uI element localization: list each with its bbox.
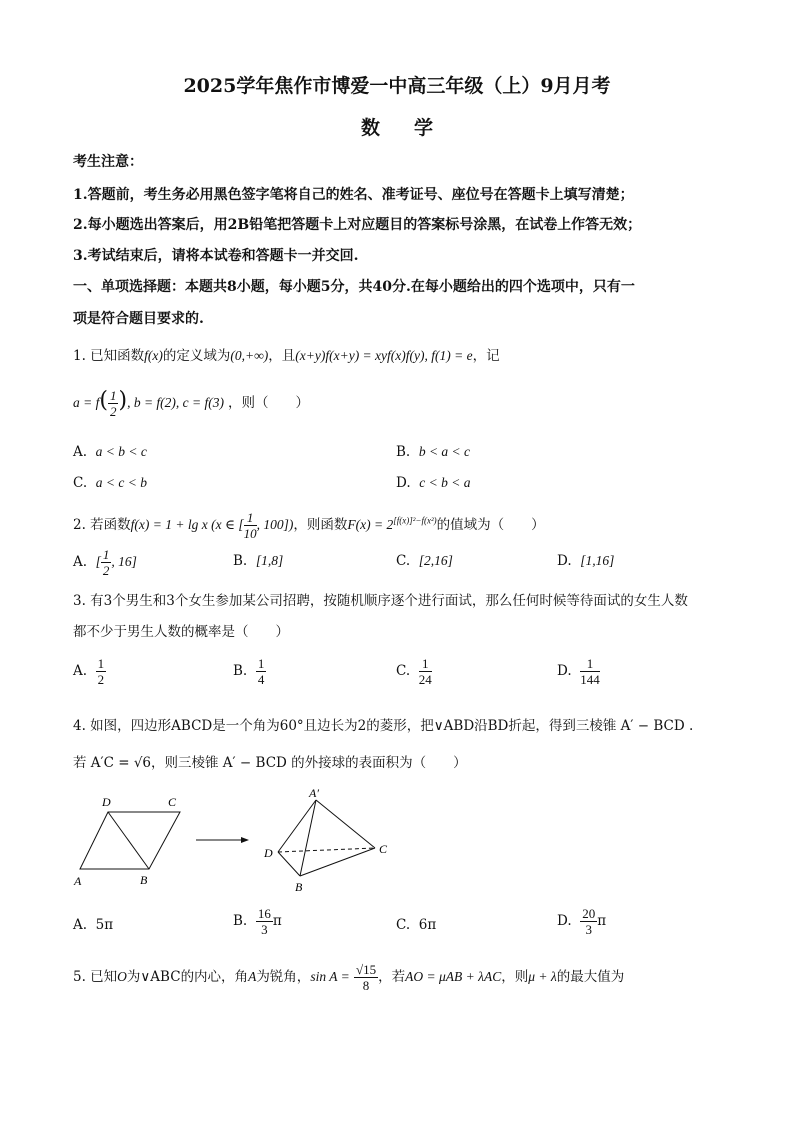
label-c-left: C — [168, 795, 177, 809]
tetrahedron-figure — [278, 800, 375, 876]
question-4-option-c[interactable]: C. 6π — [396, 917, 437, 933]
subject-title: 数学 — [360, 117, 467, 139]
question-4-option-a[interactable]: A. 5π — [73, 917, 114, 933]
question-2-option-a[interactable]: A. [ $\frac{1}{2}$ , 16] — [73, 547, 137, 578]
question-4-option-b[interactable]: B. $\frac{16}{3}$ π — [233, 906, 282, 937]
question-2-stem: 2. 若函数f(x) = 1 + lg x (x ∈ [ $\frac{1}{10}$ , 100])，则函数$F(x) = 2^{[f(x)]^2-f(x^2)}$的值域为（ ） — [73, 510, 545, 541]
question-4-option-d[interactable]: D. $\frac{20}{3}$ π — [557, 906, 607, 937]
question-1-stem-line2: a = f( $\frac{1}{2}$ ), b = f(2), c = f(3) ，则（ ） — [73, 388, 310, 419]
question-1-stem: 1. 已知函数f(x)的定义域为(0,+∞)，且(x+y)f(x+y) = xyf(x)f(y), f(1) = e，记 — [73, 348, 500, 364]
question-4-stem-line2: 若 A′C = √6，则三棱锥 A′ − BCD 的外接球的表面积为（ ） — [73, 755, 467, 771]
question-5-stem: 5. 已知O为∨ABC的内心，角A为锐角，sin A = $\frac{√15}{8}$ ，若AO = μAB + λAC，则μ + λ的最大值为 — [73, 962, 625, 993]
rhombus-outline — [80, 812, 180, 869]
notice-item-3: 3.考试结束后，请将本试卷和答题卡一并交回. — [73, 248, 359, 264]
question-3-option-c[interactable]: C. $\frac{1}{24}$ — [396, 656, 432, 687]
question-2-option-d[interactable]: D. [1,16] — [557, 553, 615, 569]
question-3-option-d[interactable]: D. $\frac{1}{144}$ — [557, 656, 600, 687]
question-3-option-a[interactable]: A. $\frac{1}{2}$ — [73, 656, 105, 687]
rhombus-figure — [80, 812, 180, 869]
question-2-option-b[interactable]: B. [1,8] — [233, 553, 284, 569]
question-1-option-a[interactable]: A. a < b < c — [73, 444, 147, 460]
question-1-option-b[interactable]: B. b < a < c — [396, 444, 471, 460]
section-heading-line1: 一、单项选择题：本题共8小题，每小题5分，共40分.在每小题给出的四个选项中，只有一 — [73, 279, 635, 295]
label-d-left: D — [102, 795, 111, 809]
label-d-right: D — [264, 846, 273, 860]
fold-arrow — [196, 837, 249, 843]
label-c-right: C — [379, 842, 388, 856]
question-3-stem-line1: 3. 有3个男生和3个女生参加某公司招聘，按随机顺序逐个进行面试，那么任何时候等待面试的女生人数 — [73, 593, 688, 609]
label-b-left: B — [140, 873, 148, 887]
question-4-stem-line1: 4. 如图，四边形ABCD是一个角为60°且边长为2的菱形，把∨ABD沿BD折起，得到三棱锥 A′ − BCD . — [73, 718, 694, 734]
notice-item-2: 2.每小题选出答案后，用2B铅笔把答题卡上对应题目的答案标号涂黑，在试卷上作答无效； — [73, 217, 642, 233]
label-b-right: B — [295, 880, 303, 894]
section-heading-line2: 项是符合题目要求的. — [73, 311, 204, 327]
question-1-option-c[interactable]: C. a < c < b — [73, 475, 147, 491]
label-a-left: A — [74, 874, 82, 888]
question-3-stem-line2: 都不少于男生人数的概率是（ ） — [73, 624, 289, 640]
exam-title: 2025学年焦作市博爱一中高三年级（上）9月月考 — [183, 75, 611, 97]
label-a-prime: A′ — [309, 786, 319, 800]
question-4-figure — [60, 785, 420, 900]
notice-heading: 考生注意： — [73, 154, 143, 170]
question-3-option-b[interactable]: B. $\frac{1}{4}$ — [233, 656, 265, 687]
question-2-option-c[interactable]: C. [2,16] — [396, 553, 453, 569]
question-1-option-d[interactable]: D. c < b < a — [396, 475, 471, 491]
rhombus-diagonal-bd — [108, 812, 149, 869]
hidden-edge-dc — [278, 848, 375, 852]
notice-item-1: 1.答题前，考生务必用黑色签字笔将自己的姓名、准考证号、座位号在答题卡上填写清楚； — [73, 187, 634, 203]
